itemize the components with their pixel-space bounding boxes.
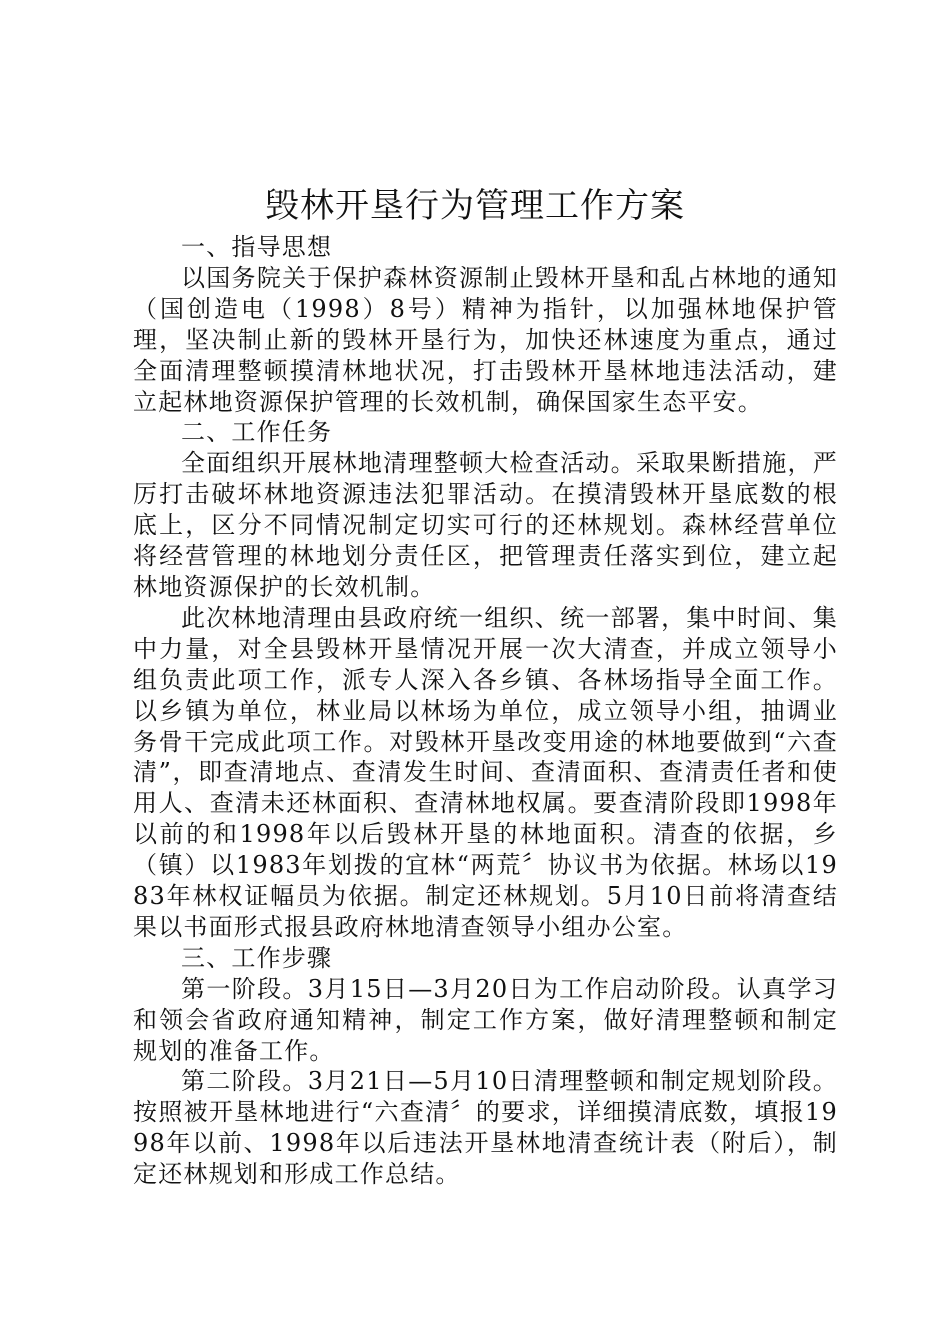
section-heading-guiding-ideology: 一、指导思想 — [181, 233, 333, 261]
section-heading-work-tasks: 二、工作任务 — [181, 418, 333, 447]
paragraph-phase-one: 第一阶段。3月15日—3月20日为工作启动阶段。认真学习和领会省政府通知精神，制定工作方案，做好清理整顿和制定规划的准备工作。 — [133, 974, 838, 1065]
paragraph-cleanup-details: 此次林地清理由县政府统一组织、统一部署，集中时间、集中力量，对全县毁林开垦情况开展一次大清查，并成立领导小组负责此项工作，派专人深入各乡镇、各林场指导全面工作。以乡镇为单位，林业局以林场为单位，成立领导小组，抽调业务骨干完成此项工作。对毁林开垦改变用途的林地要做到“六查清”，即查清地点、查清发生时间、查清面积、查清责任者和使用人、查清未还林面积、查清林地权属。要查清阶段即1998年以前的和1998年以后毁林开垦的林地面积。清查的依据，乡（镇）以1983年划拨的宜林“两荒〞协议书为依据。林场以1983年林权证幅员为依据。制定还林规划。5月10日前将清查结果以书面形式报县政府林地清查领导小组办公室。 — [133, 603, 838, 941]
paragraph-phase-two: 第二阶段。3月21日—5月10日清理整顿和制定规划阶段。按照被开垦林地进行“六查清〞的要求，详细摸清底数，填报1998年以前、1998年以后违法开垦林地清查统计表（附后），制定还林规划和形成工作总结。 — [133, 1067, 838, 1189]
paragraph-guiding-ideology: 以国务院关于保护森林资源制止毁林开垦和乱占林地的通知（国创造电（1998）8号）精神为指针，以加强林地保护管理，坚决制止新的毁林开垦行为，加快还林速度为重点，通过全面清理整顿摸清林地状况，打击毁林开垦林地违法活动，建立起林地资源保护管理的长效机制，确保国家生态平安。 — [133, 263, 838, 416]
section-heading-work-steps: 三、工作步骤 — [181, 943, 333, 972]
paragraph-work-tasks: 全面组织开展林地清理整顿大检查活动。采取果断措施，严厉打击破坏林地资源违法犯罪活动。在摸清毁林开垦底数的根底上，区分不同情况制定切实可行的还林规划。森林经营单位将经营管理的林地划分责任区，把管理责任落实到位，建立起林地资源保护的长效机制。 — [133, 449, 838, 601]
document-body — [133, 232, 838, 1190]
document-title: 毁林开垦行为管理工作方案 — [265, 186, 685, 226]
